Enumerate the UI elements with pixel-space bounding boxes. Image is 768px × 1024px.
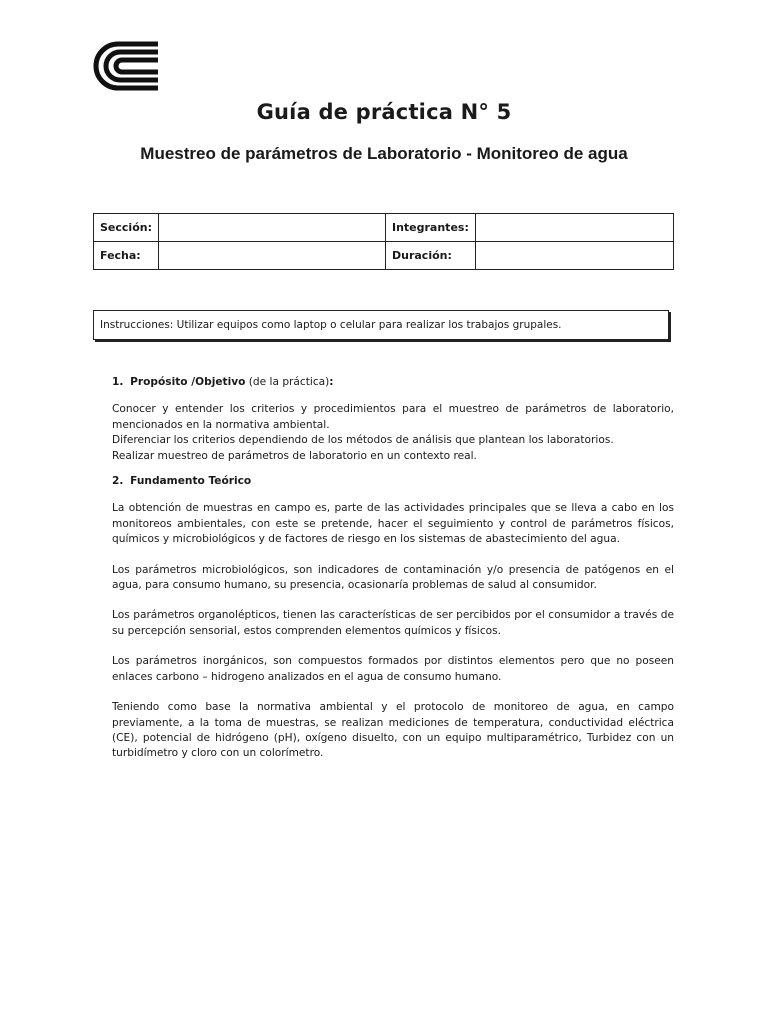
instructions-box: Instrucciones: Utilizar equipos como laptop o celular para realizar los trabajos grupales. [93,310,669,340]
info-table [93,213,674,270]
duracion-label: Duración: [385,242,475,270]
section-2-number: 2. [112,475,124,488]
section-1-title: Propósito /Objetivo [130,376,246,388]
section-1-paragraph: Conocer y entender los criterios y procedimientos para el muestreo de parámetros de laboratorio, mencionados en la normativa ambiental. [112,403,674,431]
section-1-number: 1. [112,376,124,388]
table-row [94,214,674,242]
section-2-paragraph: Los parámetros organolépticos, tienen las características de ser percibidos por el consumidor a través de su percepción sensorial, estos comprenden elementos químicos y físicos. [112,609,674,637]
integrantes-label: Integrantes: [385,214,475,242]
table-row [94,242,674,270]
section-1-suffix: (de la práctica) [248,376,330,388]
section-2-title: Fundamento Teórico [130,475,252,488]
document-body [112,375,674,762]
duracion-field[interactable] [475,242,673,270]
section-1-paragraph: Diferenciar los criterios dependiendo de los métodos de análisis que plantean los laboratorios. [112,434,614,447]
institution-logo-icon [90,40,162,92]
fecha-label: Fecha: [94,242,159,270]
page-title: Guía de práctica N° 5 [256,100,512,124]
section-1-paragraph: Realizar muestreo de parámetros de laboratorio en un contexto real. [112,449,477,462]
section-2-paragraph: Los parámetros microbiológicos, son indicadores de contaminación y/o presencia de patógenos en el agua, para consumo humano, su presencia, ocasionaría problemas de salud al consumidor. [112,563,674,592]
section-1-heading [112,375,674,390]
section-2-paragraph: La obtención de muestras en campo es, parte de las actividades principales que se lleva a cabo en los monitoreos ambientales, con este se pretende, hacer el seguimiento y control de parámetros físicos, químicos y microbiológicos y de factores de riesgo en los sistemas de abastecimiento del agua. [112,502,674,546]
section-2-paragraph: Teniendo como base la normativa ambiental y el protocolo de monitoreo de agua, en campo previamente, a la toma de muestras, se realizan mediciones de temperatura, conductividad eléctrica (CE), potencial de hidrógeno (pH), oxígeno disuelto, con un equipo multiparamétrico, Turbidez con un turbidímetro y cloro con un colorímetro. [112,701,674,760]
section-2-heading [112,474,674,489]
page-subtitle: Muestreo de parámetros de Laboratorio - Monitoreo de agua [140,144,628,163]
section-1-colon: : [329,376,334,388]
integrantes-field[interactable] [475,214,673,242]
seccion-field[interactable] [158,214,385,242]
section-2-paragraph: Los parámetros inorgánicos, son compuestos formados por distintos elementos pero que no poseen enlaces carbono – hidrogeno analizados en el agua de consumo humano. [112,655,674,683]
seccion-label: Sección: [94,214,159,242]
fecha-field[interactable] [158,242,385,270]
